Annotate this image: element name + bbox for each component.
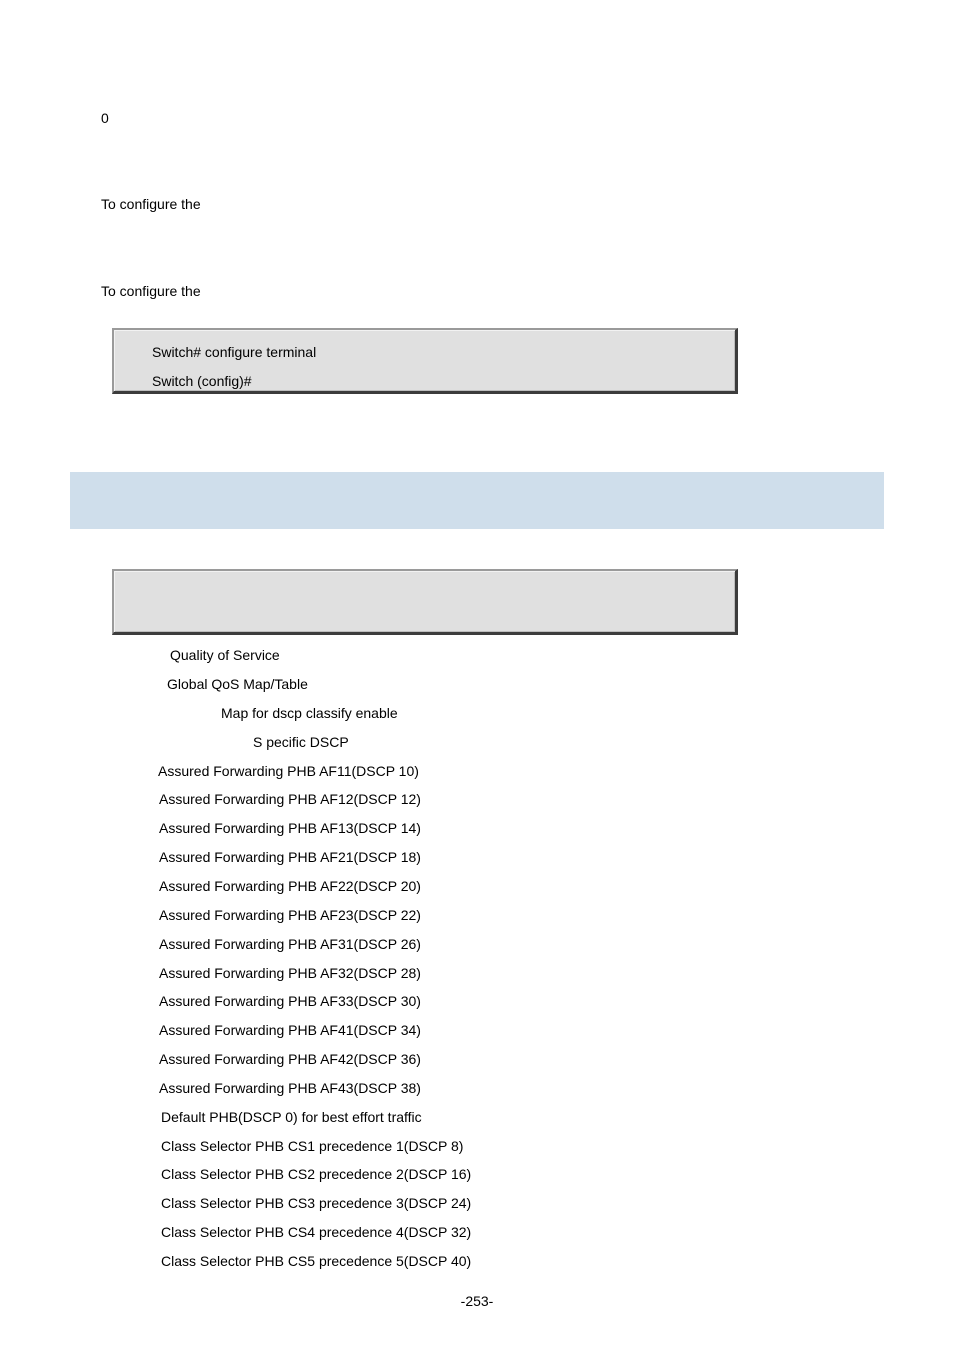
list-item: Assured Forwarding PHB AF21(DSCP 18) [159, 849, 421, 865]
list-item: Assured Forwarding PHB AF33(DSCP 30) [159, 993, 421, 1009]
default-value-zero: 0 [101, 110, 109, 126]
list-item: Quality of Service [170, 647, 280, 663]
page-number: -253- [460, 1293, 494, 1309]
list-item: Class Selector PHB CS4 precedence 4(DSCP 32) [161, 1224, 472, 1240]
code-block-configure-terminal [112, 328, 738, 394]
list-item: Assured Forwarding PHB AF22(DSCP 20) [159, 878, 421, 894]
list-item: Default PHB(DSCP 0) for best effort traffic [161, 1109, 422, 1125]
list-item: Class Selector PHB CS3 precedence 3(DSCP 24) [161, 1195, 472, 1211]
list-item: Assured Forwarding PHB AF41(DSCP 34) [159, 1022, 421, 1038]
list-item: Class Selector PHB CS2 precedence 2(DSCP 16) [161, 1166, 472, 1182]
list-item: Global QoS Map/Table [167, 676, 308, 692]
code-line: Switch (config)# [152, 373, 252, 389]
code-block-empty [112, 569, 738, 635]
paragraph-configure-1: To configure the [101, 196, 201, 212]
section-heading-band [70, 472, 884, 529]
list-item: Assured Forwarding PHB AF31(DSCP 26) [159, 936, 421, 952]
code-line: Switch# configure terminal [152, 344, 317, 360]
paragraph-configure-2: To configure the [101, 283, 201, 299]
list-item: Assured Forwarding PHB AF23(DSCP 22) [159, 907, 421, 923]
list-item: Assured Forwarding PHB AF32(DSCP 28) [159, 965, 421, 981]
list-item: Class Selector PHB CS1 precedence 1(DSCP 8) [161, 1138, 464, 1154]
list-item: Assured Forwarding PHB AF12(DSCP 12) [159, 791, 421, 807]
list-item: Assured Forwarding PHB AF42(DSCP 36) [159, 1051, 421, 1067]
list-item: Assured Forwarding PHB AF13(DSCP 14) [159, 820, 421, 836]
list-item: Assured Forwarding PHB AF43(DSCP 38) [159, 1080, 421, 1096]
list-item: Map for dscp classify enable [221, 705, 398, 721]
list-item: Assured Forwarding PHB AF11(DSCP 10) [158, 763, 419, 779]
list-item: S pecific DSCP [253, 734, 349, 750]
list-item: Class Selector PHB CS5 precedence 5(DSCP 40) [161, 1253, 472, 1269]
